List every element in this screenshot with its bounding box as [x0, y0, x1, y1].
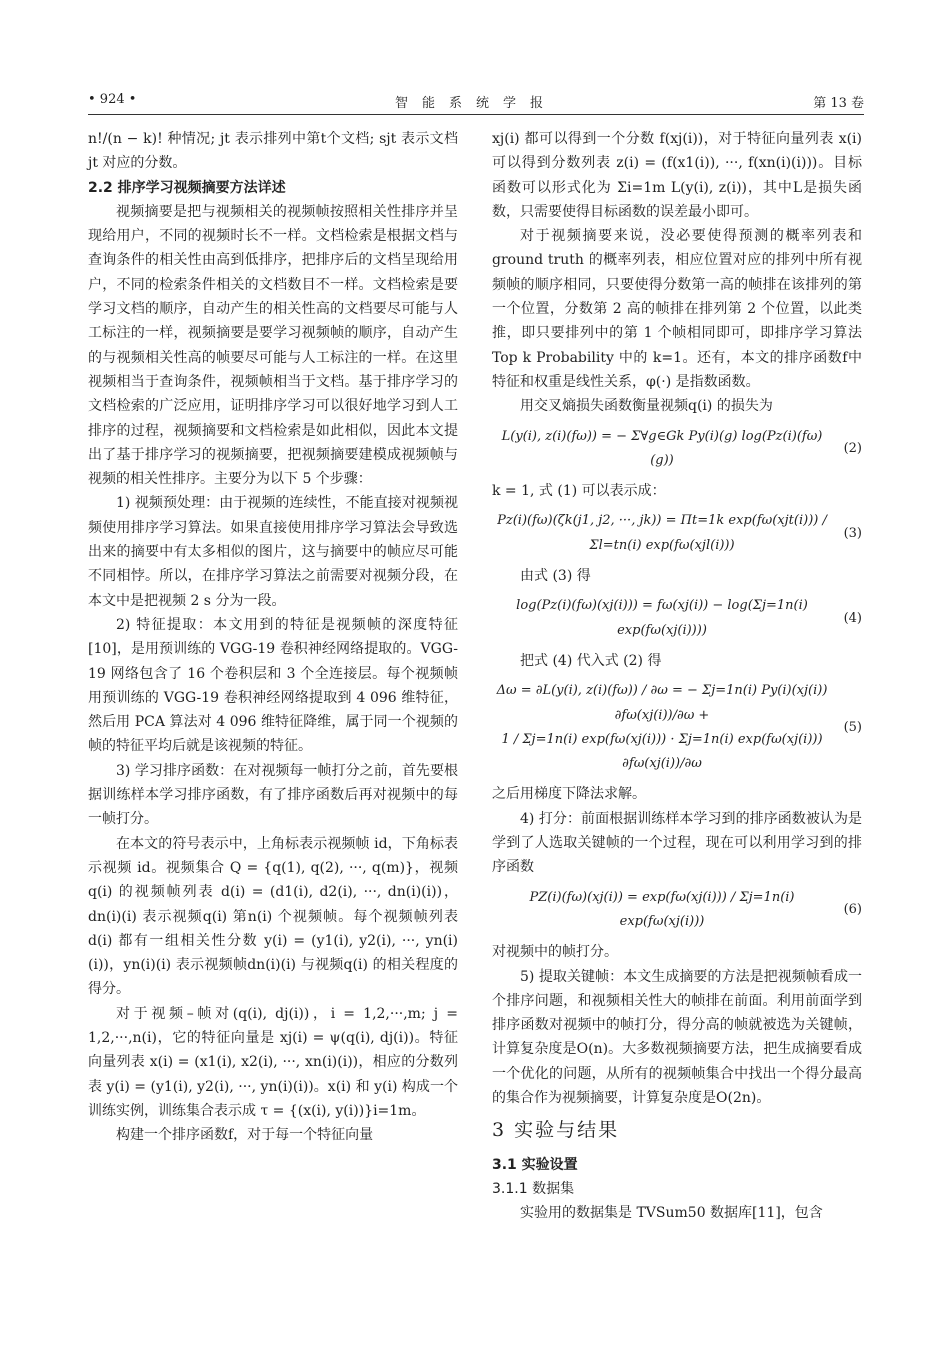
- volume-label: 第 13 卷: [813, 96, 864, 111]
- equation-body: 1 / Σj=1n(i) exp(fω(xj(i))) · Σj=1n(i) exp(fω(xj(i))) ∂fω(xj(i))/∂ω: [501, 731, 823, 772]
- equation-3: [492, 509, 862, 558]
- paragraph: 3) 学习排序函数：在对视频每一帧打分之前，首先要根据训练样本学习排序函数，有了排序函数后再对视频中的每一帧打分。: [88, 762, 458, 828]
- section-heading: 2.2 排序学习视频摘要方法详述: [88, 179, 286, 196]
- section-heading: 3 实验与结果: [492, 1119, 620, 1142]
- subsubsection-heading: 3.1.1 数据集: [492, 1180, 575, 1197]
- paragraph: 把式 (4) 代入式 (2) 得: [520, 652, 662, 669]
- page-number: • 924 •: [88, 92, 137, 107]
- equation-number: (6): [843, 901, 862, 917]
- equation-body: PZ(i)(fω)(xj(i)) = exp(fω(xj(i))) / Σj=1n(i) exp(fω(xj(i))): [529, 889, 795, 929]
- paragraph: 构建一个排序函数f，对于每一个特征向量: [116, 1127, 374, 1144]
- equation-number: (4): [843, 610, 862, 626]
- paragraph: 视频摘要是把与视频相关的视频帧按照相关性排序并呈现给用户，不同的视频时长不一样。文档检索是根据文档与查询条件的相关性由高到低排序，把排序后的文档呈现给用户，不同的检索条件相关的文档数目不一样。文档检索是要学习文档的顺序，自动产生的相关性高的文档要尽可能与人工标注的一样，视频摘要是要学习视频帧的顺序，自动产生的与视频相关性高的帧要尽可能与人工标注的一样。在这里视频相当于查询条件，视频帧相当于文档。基于排序学习的文档检索的广泛应用，证明排序学习可以很好地学习到人工排序的过程，视频摘要和文档检索是如此相似，因此本文提出了基于排序学习的视频摘要，把视频摘要建模成视频帧与视频的相关性排序。主要分为以下 5 个步骤：: [88, 203, 458, 488]
- equation-body: Δω = ∂L(y(i), z(i)(fω)) / ∂ω = − Σj=1n(i) Py(i)(xj(i)) ∂fω(xj(i))/∂ω +: [496, 683, 828, 723]
- equation-5: [492, 679, 862, 776]
- journal-name: 智能系统学报: [394, 96, 557, 111]
- equation-2: [492, 425, 862, 474]
- running-header: [88, 92, 864, 115]
- paragraph: 实验用的数据集是 TVSum50 数据库[11]，包含: [520, 1205, 823, 1222]
- equation-number: (5): [843, 719, 862, 735]
- equation-6: [492, 886, 862, 935]
- equation-body: L(y(i), z(i)(fω)) = − Σ∀g∈Gk Py(i)(g) log(Pz(i)(fω)(g)): [501, 428, 823, 468]
- paragraph: 对于视频–帧对(q(i), dj(i))，i = 1,2,···,m; j = 1,2,···,n(i)，它的特征向量是 xj(i) = ψ(q(i), dj(i))。特征向量列表 x(i) = (x1(i), x2(i), ···, xn(i)(i))，相应的分数列表 y(i) = (y1(i), y2(i), ···, yn(i)(i))。x(i) 和 y(i) 构成一个训练实例，训练集合表示成 τ = {(x(i), y(i))}i=1m。: [88, 1005, 458, 1119]
- paragraph: 用交叉熵损失函数衡量视频q(i) 的损失为: [520, 398, 773, 415]
- right-column: [492, 127, 862, 1225]
- paragraph: 4) 打分：前面根据训练样本学习到的排序函数被认为是学到了人选取关键帧的一个过程，现在可以利用学习到的排序函数: [492, 810, 862, 876]
- paragraph: n!/(n − k)! 种情况; jt 表示排列中第t个文档; sjt 表示文档jt 对应的分数。: [88, 131, 458, 172]
- paragraph: 在本文的符号表示中，上角标表示视频帧 id，下角标表示视频 id。视频集合 Q = {q(1), q(2), ···, q(m)}，视频q(i) 的视频帧列表 d(i) = (d1(i), d2(i), ···, dn(i)(i))，dn(i)(i) 表示视频q(i) 第n(i) 个视频帧。每个视频帧列表d(i) 都有一组相关性分数 y(i) = (y1(i), y2(i), ···, yn(i)(i))，yn(i)(i) 表示视频帧dn(i)(i) 与视频q(i) 的相关程度的得分。: [88, 835, 458, 998]
- equation-number: (2): [843, 440, 862, 456]
- paragraph: 之后用梯度下降法求解。: [492, 786, 646, 803]
- equation-4: [492, 594, 862, 643]
- paragraph: 2) 特征提取：本文用到的特征是视频帧的深度特征[10]，是用预训练的 VGG-19 卷积神经网络提取的。VGG-19 网络包含了 16 个卷积层和 3 个全连接层。每个视频帧用预训练的 VGG-19 卷积神经网络提取到 4 096 维特征，然后用 PCA 算法对 4 096 维特征降维，属于同一个视频的帧的特征平均后就是该视频的特征。: [88, 616, 458, 755]
- left-column: [88, 127, 458, 1147]
- paragraph: 1) 视频预处理：由于视频的连续性，不能直接对视频视频使用排序学习算法。如果直接使用排序学习算法会导致选出来的摘要中有太多相似的图片，这与摘要中的帧应尽可能不同相悖。所以，在排序学习算法之前需要对视频分段，在本文中是把视频 2 s 分为一段。: [88, 495, 458, 609]
- equation-body: Pz(i)(fω)(ζk(j1, j2, ···, jk)) = Πt=1k exp(fω(xjt(i))) / Σl=tn(i) exp(fω(xjl(i))): [497, 513, 827, 553]
- equation-number: (3): [843, 525, 862, 541]
- subsection-heading: 3.1 实验设置: [492, 1156, 578, 1173]
- paragraph: 5) 提取关键帧：本文生成摘要的方法是把视频帧看成一个排序问题，和视频相关性大的帧排在前面。利用前面学到排序函数对视频中的帧打分，得分高的帧就被选为关键帧，计算复杂度是O(n)。大多数视频摘要方法，把生成摘要看成一个优化的问题，从所有的视频帧集合中找出一个得分最高的集合作为视频摘要，计算复杂度是O(2n)。: [492, 968, 862, 1106]
- paragraph: 对于视频摘要来说，没必要使得预测的概率列表和 ground truth 的概率列表，相应位置对应的排列中所有视频帧的顺序相同，只要使得分数第一高的帧排在该排列的第一个位置，分数第 2 高的帧排在排列第 2 个位置，以此类推，即只要排列中的第 1 个帧相同即可，即排序学习算法 Top k Probability 中的 k=1。还有，本文的排序函数f中特征和权重是线性关系，φ(·) 是指数函数。: [492, 228, 862, 390]
- equation-body: log(Pz(i)(fω)(xj(i))) = fω(xj(i)) − log(Σj=1n(i) exp(fω(xj(i)))): [516, 598, 808, 638]
- paragraph: xj(i) 都可以得到一个分数 f(xj(i))，对于特征向量列表 x(i) 可以得到分数列表 z(i) = (f(x1(i)), ···, f(xn(i)(i)))。目标函数可以形式化为 Σi=1m L(y(i), z(i))，其中L是损失函数，只需要使得目标函数的误差最小即可。: [492, 131, 862, 220]
- paragraph: k = 1, 式 (1) 可以表示成：: [492, 483, 666, 500]
- paragraph: 由式 (3) 得: [520, 568, 591, 585]
- paragraph: 对视频中的帧打分。: [492, 944, 618, 961]
